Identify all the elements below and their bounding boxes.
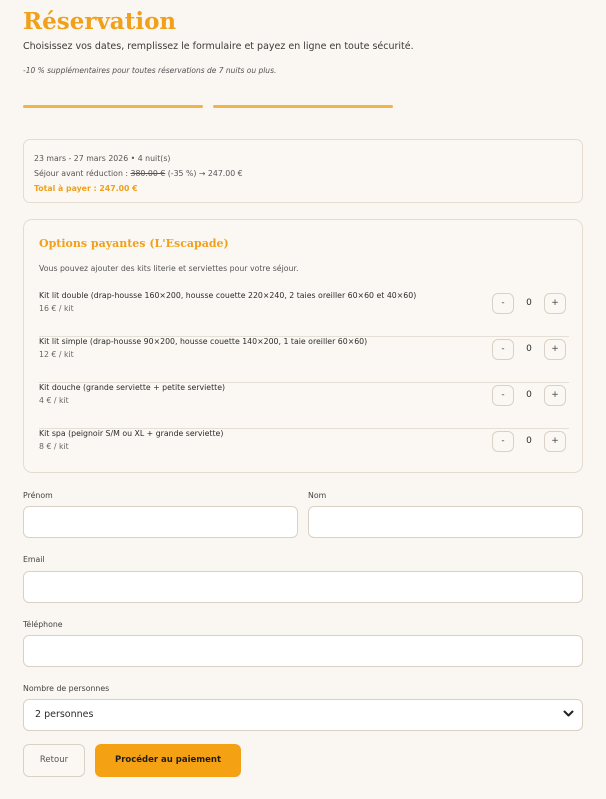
- date-tab-arrival[interactable]: [23, 105, 203, 108]
- first-name-input[interactable]: [23, 506, 298, 538]
- quantity-value: 0: [526, 436, 532, 446]
- option-name: Kit spa (peignoir S/M ou XL + grande serviette): [39, 429, 224, 438]
- summary-total: Total à payer : 247.00 €: [34, 184, 138, 193]
- phone-label: Téléphone: [23, 620, 63, 629]
- option-price: 12 € / kit: [39, 350, 74, 359]
- back-button[interactable]: Retour: [23, 744, 85, 777]
- email-input[interactable]: [23, 571, 583, 603]
- decrement-button[interactable]: -: [492, 339, 514, 360]
- option-name: Kit lit double (drap-housse 160×200, housse couette 220×240, 2 taies oreiller 60×60 et 40×60): [39, 291, 417, 300]
- option-row-kit-spa: [39, 429, 569, 475]
- persons-select[interactable]: [23, 699, 583, 731]
- option-name: Kit lit simple (drap-housse 90×200, housse couette 140×200, 1 taie oreiller 60×60): [39, 337, 368, 346]
- option-price: 16 € / kit: [39, 304, 74, 313]
- option-price: 4 € / kit: [39, 396, 69, 405]
- option-name: Kit douche (grande serviette + petite serviette): [39, 383, 226, 392]
- quantity-value: 0: [526, 298, 532, 308]
- option-row-kit-lit-simple: [39, 337, 569, 383]
- summary-before-label: Séjour avant réduction :: [34, 169, 129, 178]
- quantity-value: 0: [526, 390, 532, 400]
- increment-button[interactable]: +: [544, 431, 566, 452]
- page-title: Réservation: [23, 8, 177, 35]
- summary-old-price: 380.00 €: [130, 169, 166, 178]
- option-row-kit-lit-double: [39, 291, 569, 337]
- option-price: 8 € / kit: [39, 442, 69, 451]
- first-name-label: Prénom: [23, 491, 53, 500]
- options-title: Options payantes (L'Escapade): [39, 237, 229, 250]
- increment-button[interactable]: +: [544, 385, 566, 406]
- summary-price-line: [34, 166, 572, 181]
- phone-input[interactable]: [23, 635, 583, 667]
- option-row-kit-douche: [39, 383, 569, 429]
- decrement-button[interactable]: -: [492, 431, 514, 452]
- summary-discount: (-35 %) →: [167, 169, 206, 178]
- email-label: Email: [23, 555, 45, 564]
- decrement-button[interactable]: -: [492, 385, 514, 406]
- increment-button[interactable]: +: [544, 339, 566, 360]
- increment-button[interactable]: +: [544, 293, 566, 314]
- page-subtitle: Choisissez vos dates, remplissez le formulaire et payez en ligne en toute sécurité.: [23, 41, 414, 52]
- persons-label: Nombre de personnes: [23, 684, 110, 693]
- summary-new-price: 247.00 €: [207, 169, 243, 178]
- chevron-down-icon: [563, 700, 574, 730]
- options-description: Vous pouvez ajouter des kits literie et serviettes pour votre séjour.: [39, 264, 299, 273]
- date-tab-departure[interactable]: [213, 105, 393, 108]
- persons-select-value: 2 personnes: [35, 709, 94, 720]
- last-name-label: Nom: [308, 491, 327, 500]
- proceed-to-payment-button[interactable]: Procéder au paiement: [95, 744, 241, 777]
- booking-summary: [23, 139, 583, 203]
- quantity-value: 0: [526, 344, 532, 354]
- decrement-button[interactable]: -: [492, 293, 514, 314]
- summary-dates: 23 mars - 27 mars 2026 • 4 nuit(s): [34, 154, 171, 163]
- promo-note: -10 % supplémentaires pour toutes réservations de 7 nuits ou plus.: [23, 66, 277, 75]
- last-name-input[interactable]: [308, 506, 583, 538]
- paid-options-panel: [23, 219, 583, 473]
